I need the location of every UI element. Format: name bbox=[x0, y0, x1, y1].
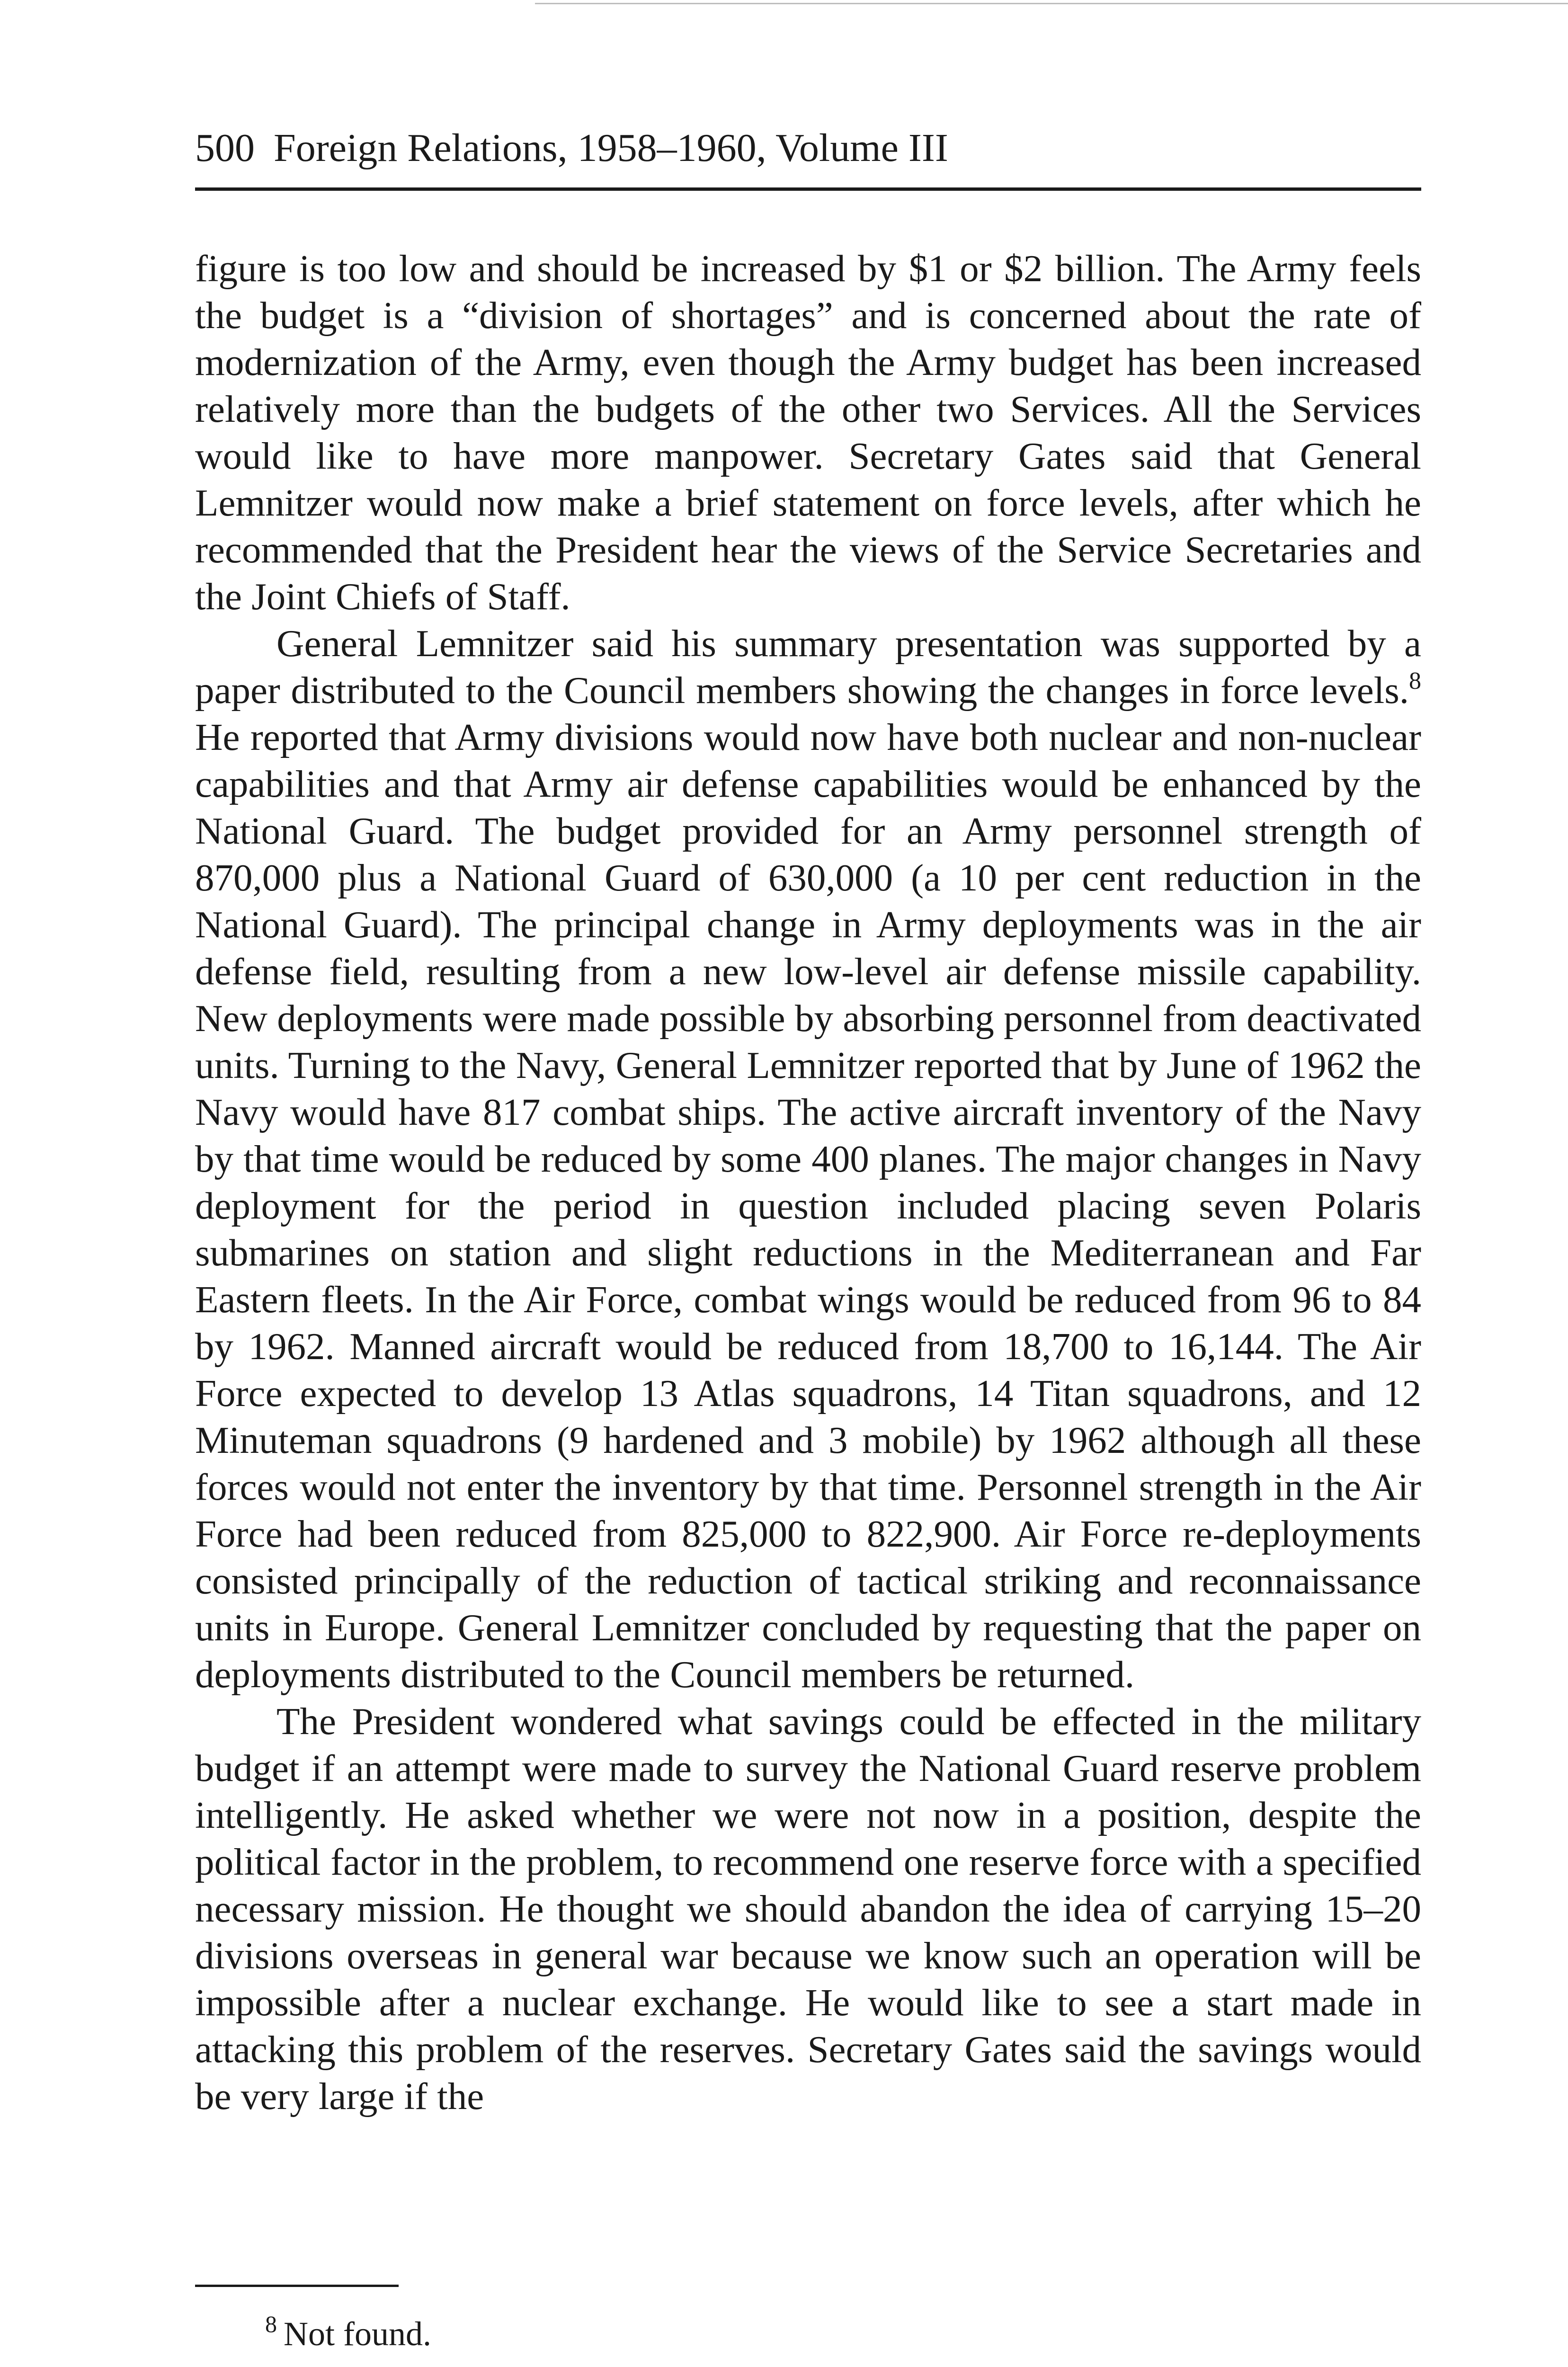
body-text bbox=[195, 245, 1421, 2120]
page-number: 500 bbox=[195, 126, 255, 170]
footnote-number: 8 bbox=[265, 2311, 277, 2337]
scan-top-edge bbox=[535, 3, 1568, 4]
footnote bbox=[265, 2310, 1401, 2358]
running-title: Foreign Relations, 1958–1960, Volume III bbox=[274, 126, 948, 170]
running-head bbox=[195, 122, 1426, 174]
paragraph-continued: figure is too low and should be increased by $1 or $2 billion. The Army feels the budget is a “division of shortages” and is concerned about the rate of modernization of the Army, even though the Army budget has been increased relatively more than the budgets of the other two Services. All the Services would like to have more manpower. Secretary Gates said that General Lemnitzer would now make a brief statement on force levels, after which he recommended that the President hear the views of the Service Secretaries and the Joint Chiefs of Staff. bbox=[195, 247, 1421, 618]
footnote-text: Not found. bbox=[284, 2315, 431, 2353]
footnote-reference[interactable]: 8 bbox=[1409, 667, 1421, 694]
paragraph-text: General Lemnitzer said his summary presentation was supported by a paper distributed to the Council members showing the changes in force levels. bbox=[195, 622, 1421, 712]
paragraph-text: He reported that Army divisions would now have both nuclear and non-nuclear capabilities and that Army air defense capabilities would be enhanced by the National Guard. The budget provided for an Army personnel strength of 870,000 plus a National Guard of 630,000 (a 10 per cent reduction in the National Guard). The principal change in Army deployments was in the air defense field, resulting from a new low-level air defense missile capability. New deployments were made possible by absorbing personnel from deactivated units. Turning to the Navy, General Lemnitzer reported that by June of 1962 the Navy would have 817 combat ships. The active aircraft inventory of the Navy by that time would be reduced by some 400 planes. The major changes in Navy deployment for the period in question included placing seven Polaris submarines on station and slight reductions in the Mediterranean and Far Eastern fleets. In the Air Force, combat wings would be reduced from 96 to 84 by 1962. Manned aircraft would be reduced from 18,700 to 16,144. The Air Force expected to develop 13 Atlas squadrons, 14 Titan squadrons, and 12 Minuteman squadrons (9 hardened and 3 mobile) by 1962 although all these forces would not enter the inventory by that time. Personnel strength in the Air Force had been reduced from 825,000 to 822,900. Air Force re-deployments consisted principally of the reduction of tactical striking and reconnaissance units in Europe. General Lemnitzer concluded by requesting that the paper on deployments distributed to the Council members be returned. bbox=[195, 716, 1421, 1696]
footnote-rule bbox=[195, 2285, 399, 2287]
paragraph-lemnitzer-report bbox=[195, 620, 1421, 1698]
header-rule bbox=[195, 187, 1421, 191]
paragraph-president-reserves: The President wondered what savings could be effected in the military budget if an attempt were made to survey the National Guard reserve problem intelligently. He asked whether we were not now in a position, despite the political factor in the problem, to recommend one reserve force with a specified necessary mission. He thought we should abandon the idea of carrying 15–20 divisions overseas in general war because we know such an operation will be impossible after a nuclear exchange. He would like to see a start made in attacking this problem of the reserves. Secretary Gates said the savings would be very large if the bbox=[195, 1700, 1421, 2118]
